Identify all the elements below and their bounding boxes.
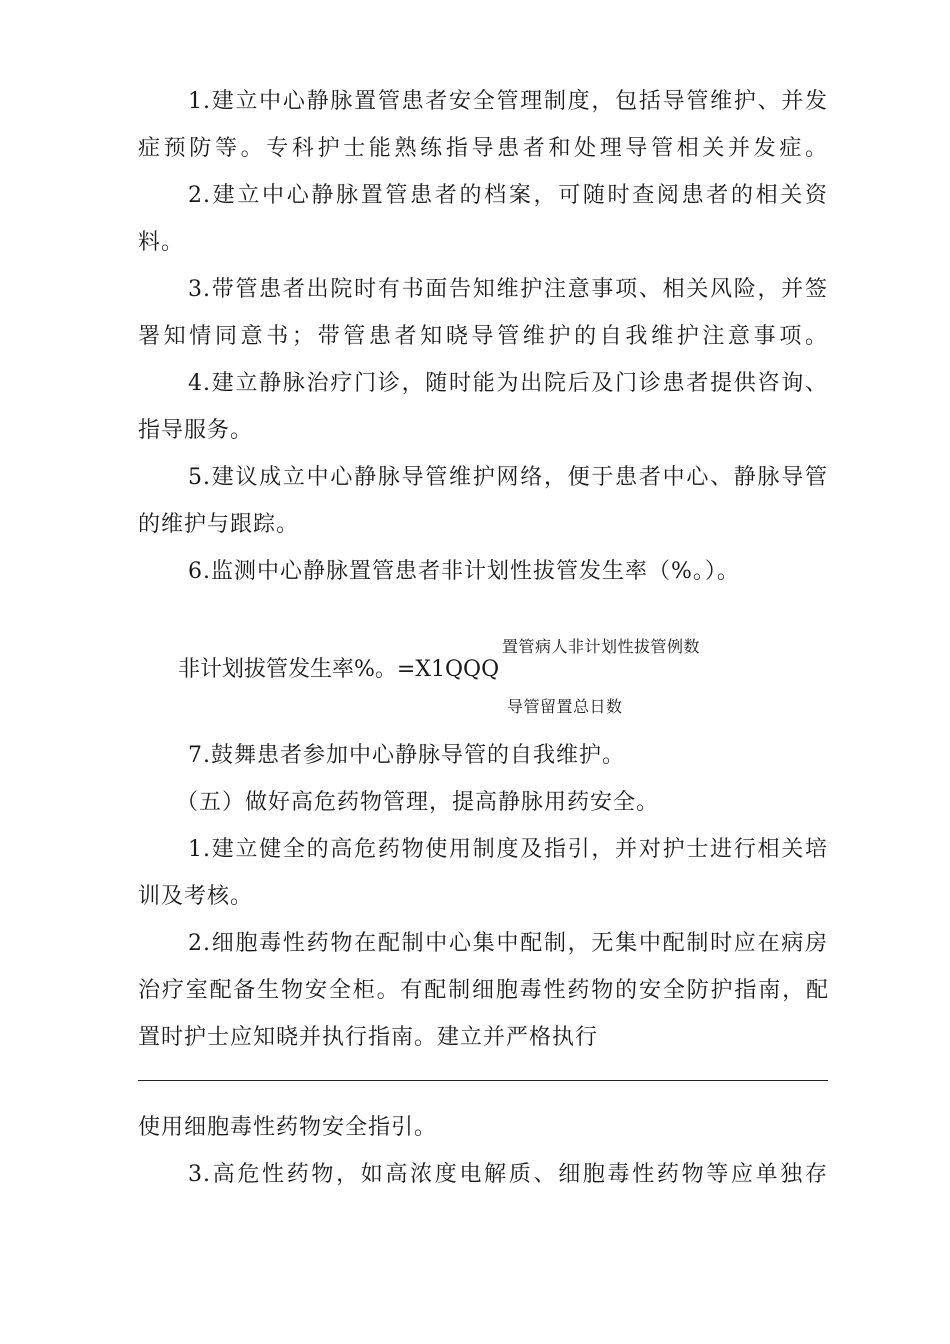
formula-left: 非计划拔管发生率%。=X1QQQ [178,657,500,682]
paragraph-line: 训及考核。 [138,884,254,909]
paragraph-line: 使用细胞毒性药物安全指引。 [138,1115,438,1140]
formula-denominator: 导管留置总日数 [507,697,623,716]
paragraph-line: 6.监测中心静脉置管患者非计划性拔管发生率（%。）。 [188,559,740,584]
paragraph-line: 1.建立中心静脉置管患者安全管理制度，包括导管维护、并发 [188,89,828,114]
paragraph-line: 4.建立静脉治疗门诊，随时能为出院后及门诊患者提供咨询、 [188,371,828,396]
paragraph-line: 署知情同意书；带管患者知晓导管维护的自我维护注意事项。 [138,324,828,349]
paragraph-line: 的维护与跟踪。 [138,512,300,537]
paragraph-line: 症预防等。专科护士能熟练指导患者和处理导管相关并发症。 [138,136,828,161]
paragraph-line: 料。 [138,230,185,255]
formula-numerator: 置管病人非计划性拔管例数 [502,637,701,656]
paragraph-line: 1.建立健全的高危药物使用制度及指引，并对护士进行相关培 [188,837,828,862]
paragraph-line: 7.鼓舞患者参加中心静脉导管的自我维护。 [188,743,625,768]
paragraph-line: 5.建议成立中心静脉导管维护网络，便于患者中心、静脉导管 [188,465,828,490]
paragraph-line: 2.建立中心静脉置管患者的档案，可随时查阅患者的相关资 [188,183,828,208]
paragraph-line: 指导服务。 [138,418,254,443]
paragraph-line: 3.高危性药物，如高浓度电解质、细胞毒性药物等应单独存 [188,1162,828,1187]
paragraph-line: 治疗室配备生物安全柜。有配制细胞毒性药物的安全防护指南，配 [138,978,828,1003]
paragraph-line: 置时护士应知晓并执行指南。建立并严格执行 [138,1025,599,1050]
section-heading: （五）做好高危药物管理，提高静脉用药安全。 [176,790,660,815]
page-break-rule [138,1080,828,1081]
paragraph-line: 3.带管患者出院时有书面告知维护注意事项、相关风险，并签 [188,277,828,302]
paragraph-line: 2.细胞毒性药物在配制中心集中配制，无集中配制时应在病房 [188,931,828,956]
